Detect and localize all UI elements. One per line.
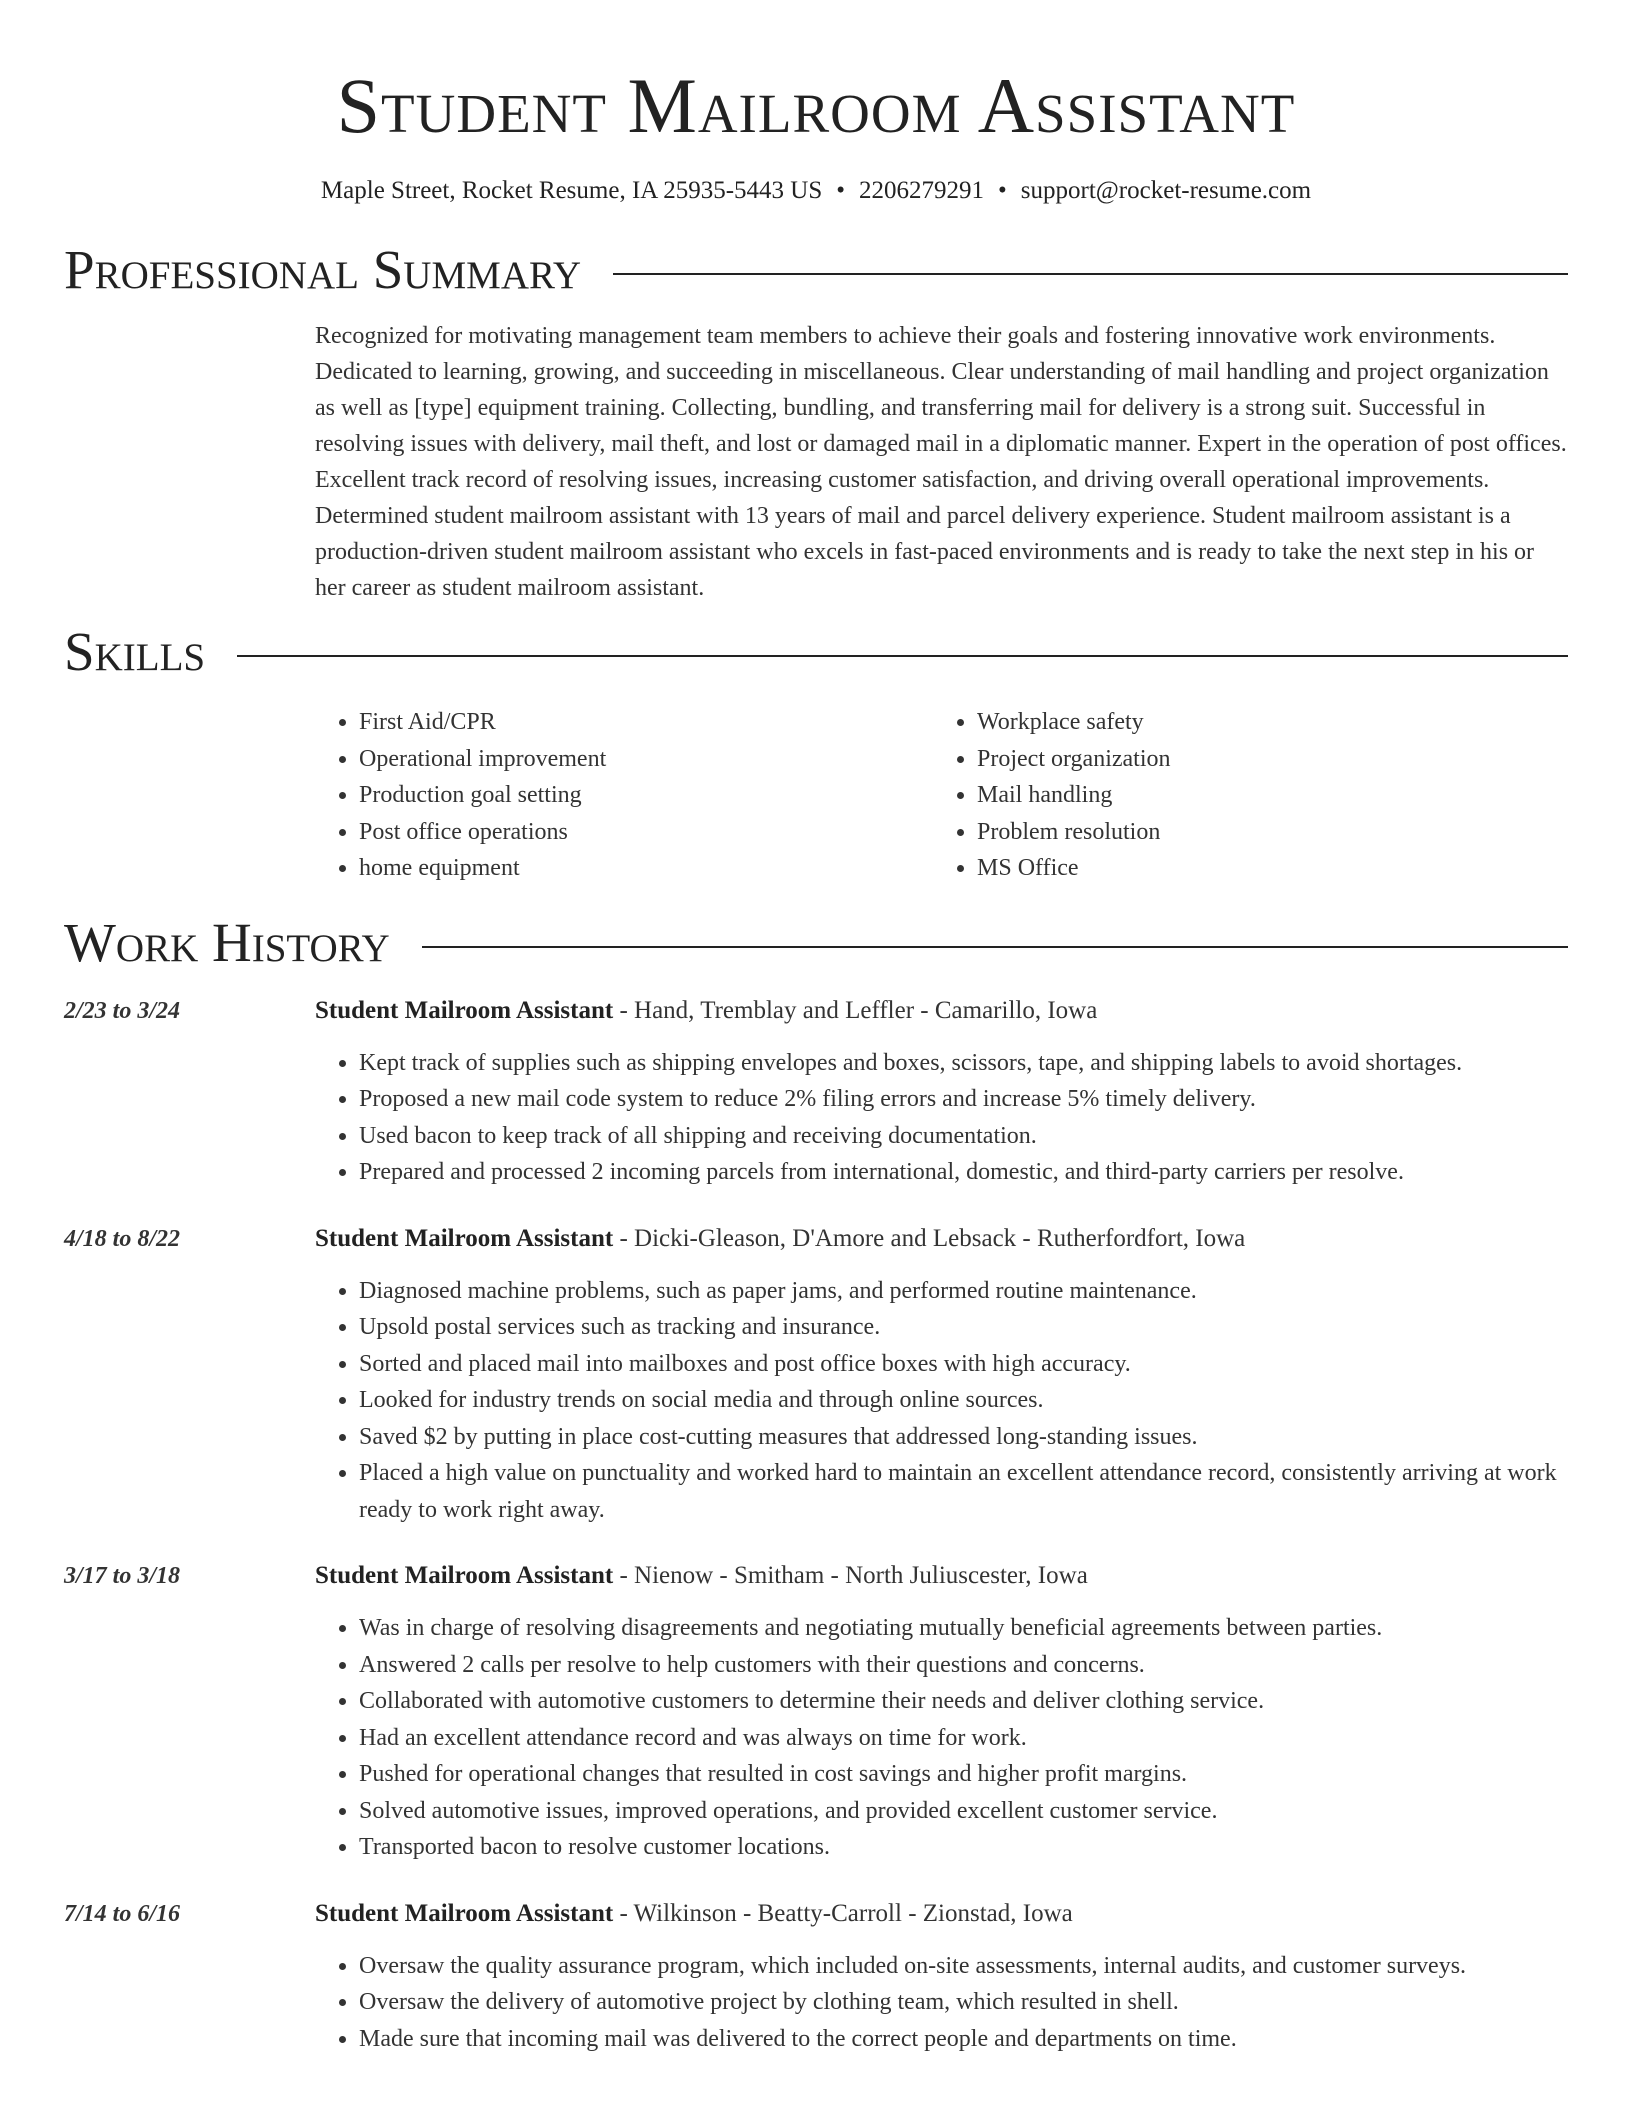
job-dates: 7/14 to 6/16 [64,1900,181,1927]
contact-separator: • [998,177,1007,204]
job-body [315,993,1568,1191]
job-heading [315,1896,1568,1932]
job-bullet: • Had an excellent attendance record and was always on time for work. [359,1720,1568,1757]
summary-section-title: Professional Summary [64,239,582,300]
job-bullet: • Sorted and placed mail into mailboxes and post office boxes with high accuracy. [359,1346,1568,1383]
skills-section-header [64,620,1568,684]
job-title: Student Mailroom Assistant [315,996,614,1024]
job-entry [64,1221,1568,1529]
skill-item: • Post office operations [359,814,933,851]
work-section-header [64,911,1568,975]
skill-item: • First Aid/CPR [359,704,933,741]
skills-section-title: Skills [64,621,206,682]
contact-address: Maple Street, Rocket Resume, IA 25935-5443 US [320,177,823,204]
job-dates: 3/17 to 3/18 [64,1563,181,1589]
job-bullet: • Saved $2 by putting in place cost-cutting measures that addressed long-standing issues. [359,1419,1568,1456]
work-section-title: Work History [64,911,390,973]
job-entry [64,1896,1568,2058]
job-employer: - Hand, Tremblay and Leffler - Camarillo, Iowa [613,996,1098,1024]
section-divider [422,946,1568,948]
job-heading [315,1221,1568,1257]
skill-item: • home equipment [359,850,933,887]
job-employer: - Wilkinson - Beatty-Carroll - Zionstad, Iowa [613,1899,1073,1927]
job-bullets [315,1610,1568,1866]
job-bullet: • Prepared and processed 2 incoming parcels from international, domestic, and third-party carriers per resolve. [359,1154,1568,1191]
job-title: Student Mailroom Assistant [315,1899,614,1927]
skills-section [315,704,1568,887]
summary-text: Recognized for motivating management team members to achieve their goals and fostering innovative work environments. Dedicated to learning, growing, and succeeding in miscellaneous. Clear understanding of mail handling and project organization as well as [type] equipment training. Collecting, bundling, and transferring mail for delivery is a strong suit. Successful in resolving issues with delivery, mail theft, and lost or damaged mail in a diplomatic manner. Expert in the operation of post offices. Excellent track record of resolving issues, increasing customer satisfaction, and driving overall operational improvements. Determined student mailroom assistant with 13 years of mail and parcel delivery experience. Student mailroom assistant is a production-driven student mailroom assistant who excels in fast-paced environments and is ready to take the next step in his or her career as student mailroom assistant. [315,323,1567,601]
job-body [315,1221,1568,1529]
job-employer: - Nienow - Smitham - North Juliuscester, Iowa [613,1562,1088,1589]
job-dates: 2/23 to 3/24 [64,997,181,1024]
job-bullet: • Placed a high value on punctuality and worked hard to maintain an excellent attendance record, consistently arriving at work ready to work right away. [359,1455,1568,1528]
job-bullet: • Transported bacon to resolve customer locations. [359,1829,1568,1866]
job-bullet: • Upsold postal services such as tracking and insurance. [359,1309,1568,1346]
skill-item: • Production goal setting [359,777,933,814]
resume-page [64,0,1568,2057]
job-bullet: • Looked for industry trends on social media and through online sources. [359,1382,1568,1419]
job-bullet: • Made sure that incoming mail was delivered to the correct people and departments on time. [359,2021,1568,2058]
job-bullet: • Used bacon to keep track of all shipping and receiving documentation. [359,1118,1568,1155]
job-entry [64,993,1568,1191]
job-bullet: • Pushed for operational changes that resulted in cost savings and higher profit margins. [359,1756,1568,1793]
job-body [315,1896,1568,2058]
skill-item: • Problem resolution [977,814,1171,851]
job-bullets [315,1948,1568,2058]
job-bullet: • Proposed a new mail code system to reduce 2% filing errors and increase 5% timely delivery. [359,1081,1568,1118]
section-divider [237,655,1568,657]
job-bullet: • Solved automotive issues, improved operations, and provided excellent customer service. [359,1793,1568,1830]
skill-item: • Mail handling [977,777,1171,814]
job-dates: 4/18 to 8/22 [64,1225,181,1252]
job-employer: - Dicki-Gleason, D'Amore and Lebsack - Rutherfordfort, Iowa [613,1224,1246,1252]
skill-item: • Workplace safety [977,704,1171,741]
job-heading [315,993,1568,1029]
job-bullet: • Oversaw the quality assurance program, which included on-site assessments, internal audits, and customer surveys. [359,1948,1568,1985]
job-bullet: • Collaborated with automotive customers to determine their needs and deliver clothing service. [359,1683,1568,1720]
skills-list-right [933,704,1171,887]
job-title: Student Mailroom Assistant [315,1562,614,1589]
job-bullet: • Answered 2 calls per resolve to help customers with their questions and concerns. [359,1647,1568,1684]
job-title: Student Mailroom Assistant [315,1224,614,1252]
job-heading [315,1558,1568,1594]
section-divider [613,273,1568,275]
skill-item: • Operational improvement [359,741,933,778]
summary-section [315,318,1568,606]
job-bullet: • Was in charge of resolving disagreements and negotiating mutually beneficial agreements between parties. [359,1610,1568,1647]
job-bullet: • Kept track of supplies such as shipping envelopes and boxes, scissors, tape, and shipping labels to avoid shortages. [359,1045,1568,1082]
candidate-name: Student Mailroom Assistant [336,62,1296,149]
job-bullets [315,1045,1568,1191]
contact-line [64,174,1568,208]
skill-item: • Project organization [977,741,1171,778]
job-entry [64,1558,1568,1866]
summary-section-header [64,238,1568,302]
skills-list-left [315,704,933,887]
contact-separator: • [836,177,846,204]
job-bullet: • Oversaw the delivery of automotive project by clothing team, which resulted in shell. [359,1984,1568,2021]
job-bullets [315,1273,1568,1529]
job-bullet: • Diagnosed machine problems, such as paper jams, and performed routine maintenance. [359,1273,1568,1310]
job-body [315,1558,1568,1866]
contact-phone: 2206279291 [859,177,985,204]
skill-item: • MS Office [977,850,1171,887]
contact-email: support@rocket-resume.com [1020,177,1312,204]
